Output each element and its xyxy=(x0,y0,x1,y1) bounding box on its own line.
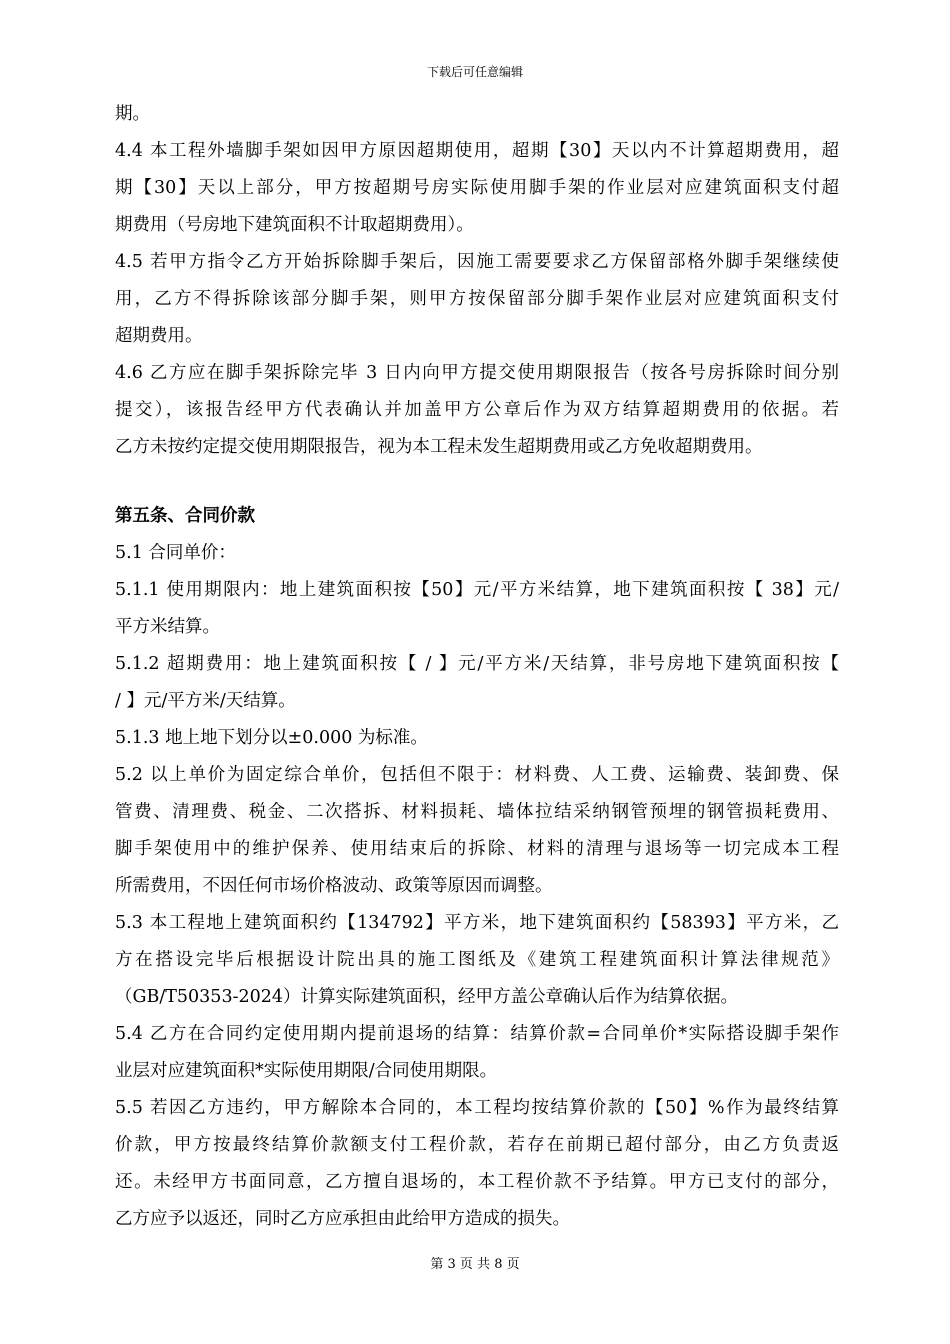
text-line: 期【30】天以上部分，甲方按超期号房实际使用脚手架的作业层对应建筑面积支付超 xyxy=(115,178,839,198)
text-line: 5.1.1 使用期限内：地上建筑面积按【50】元/平方米结算，地下建筑面积按【 38】元/ xyxy=(115,580,839,600)
text-line: 5.5 若因乙方违约，甲方解除本合同的，本工程均按结算价款的【50】%作为最终结算 xyxy=(115,1098,839,1118)
text-line: 期。 xyxy=(115,104,150,124)
text-line: 5.4 乙方在合同约定使用期内提前退场的结算：结算价款=合同单价*实际搭设脚手架作 xyxy=(115,1024,839,1044)
text-line: 4.6 乙方应在脚手架拆除完毕 3 日内向甲方提交使用期限报告（按各号房拆除时间分别 xyxy=(115,363,839,383)
text-line: 脚手架使用中的维护保养、使用结束后的拆除、材料的清理与退场等一切完成本工程 xyxy=(115,839,839,859)
page-footer: 第 3 页 共 8 页 xyxy=(430,1257,520,1272)
text-line: 用，乙方不得拆除该部分脚手架，则甲方按保留部分脚手架作业层对应建筑面积支付 xyxy=(115,289,839,309)
text-line: 价款，甲方按最终结算价款额支付工程价款，若存在前期已超付部分，由乙方负责返 xyxy=(115,1135,839,1155)
section-heading: 第五条、合同价款 xyxy=(115,506,255,526)
text-line: 5.1.2 超期费用：地上建筑面积按【 / 】元/平方米/天结算，非号房地下建筑面积按【 xyxy=(115,654,839,674)
text-line: 所需费用，不因任何市场价格波动、政策等原因而调整。 xyxy=(115,876,553,896)
text-line: 超期费用。 xyxy=(115,326,203,346)
clause-5-body xyxy=(115,537,839,1240)
text-line: 管费、清理费、税金、二次搭拆、材料损耗、墙体拉结采纳钢管预埋的钢管损耗费用、 xyxy=(115,802,839,822)
text-line: 5.1.3 地上地下划分以±0.000 为标准。 xyxy=(115,728,428,748)
text-line: 4.5 若甲方指令乙方开始拆除脚手架后，因施工需要要求乙方保留部格外脚手架继续使 xyxy=(115,252,839,272)
text-line: 5.3 本工程地上建筑面积约【134792】平方米，地下建筑面积约【58393】平方米，乙 xyxy=(115,913,839,933)
text-line: 5.1 合同单价： xyxy=(115,543,236,563)
text-line: 提交），该报告经甲方代表确认并加盖甲方公章后作为双方结算超期费用的依据。若 xyxy=(115,400,839,420)
text-line: （GB/T50353-2024）计算实际建筑面积，经甲方盖公章确认后作为结算依据。 xyxy=(115,987,739,1007)
text-line: 5.2 以上单价为固定综合单价，包括但不限于：材料费、人工费、运输费、装卸费、保 xyxy=(115,765,839,785)
clause-4-continuation xyxy=(115,98,839,468)
text-line: 平方米结算。 xyxy=(115,617,220,637)
text-line: 4.4 本工程外墙脚手架如因甲方原因超期使用，超期【30】天以内不计算超期费用，超 xyxy=(115,141,839,161)
text-line: 业层对应建筑面积*实际使用期限/合同使用期限。 xyxy=(115,1061,498,1081)
text-line: / 】元/平方米/天结算。 xyxy=(115,691,296,711)
page-header: 下载后可任意编辑 xyxy=(426,65,523,79)
text-line: 期费用（号房地下建筑面积不计取超期费用）。 xyxy=(115,215,474,235)
text-line: 乙方应予以返还，同时乙方应承担由此给甲方造成的损失。 xyxy=(115,1209,570,1229)
text-line: 方在搭设完毕后根据设计院出具的施工图纸及《建筑工程建筑面积计算法律规范》 xyxy=(115,950,839,970)
text-line: 还。未经甲方书面同意，乙方擅自退场的，本工程价款不予结算。甲方已支付的部分， xyxy=(115,1172,839,1192)
text-line: 乙方未按约定提交使用期限报告，视为本工程未发生超期费用或乙方免收超期费用。 xyxy=(115,437,763,457)
document-body xyxy=(115,98,839,1240)
